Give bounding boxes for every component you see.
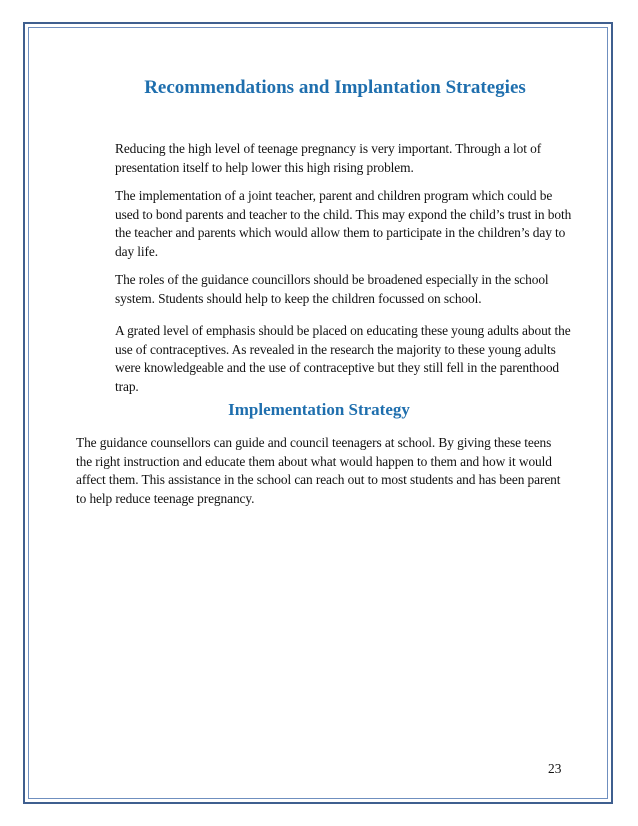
page-number: 23 [548,761,562,776]
recommendation-paragraph-4: A grated level of emphasis should be placed on educating these young adults about the use of contraceptives. As revealed in the research the majority to these young adults were knowledgeable and the use of contraceptive but they still fell in the parenthood trap. [115,323,571,394]
recommendation-paragraph-2: The implementation of a joint teacher, parent and children program which could be used to bond parents and teacher to the child. This may expond the child’s trust in both the teacher and parents which would allow them to participate in the children’s day to day life. [115,188,572,259]
strategy-paragraph: The guidance counsellors can guide and council teenagers at school. By giving these teens the right instruction and educate them about what would happen to them and how it would affect them. This assistance in the school can reach out to most students and has been parent to help reduce teenage pregnancy. [76,435,561,506]
section-title: Implementation Strategy [228,400,410,419]
recommendation-paragraph-3: The roles of the guidance councillors should be broadened especially in the school system. Students should help to keep the children focussed on school. [115,272,549,306]
page-title: Recommendations and Implantation Strategies [144,77,526,98]
recommendation-paragraph-1: Reducing the high level of teenage pregnancy is very important. Through a lot of presentation itself to help lower this high rising problem. [115,141,542,175]
